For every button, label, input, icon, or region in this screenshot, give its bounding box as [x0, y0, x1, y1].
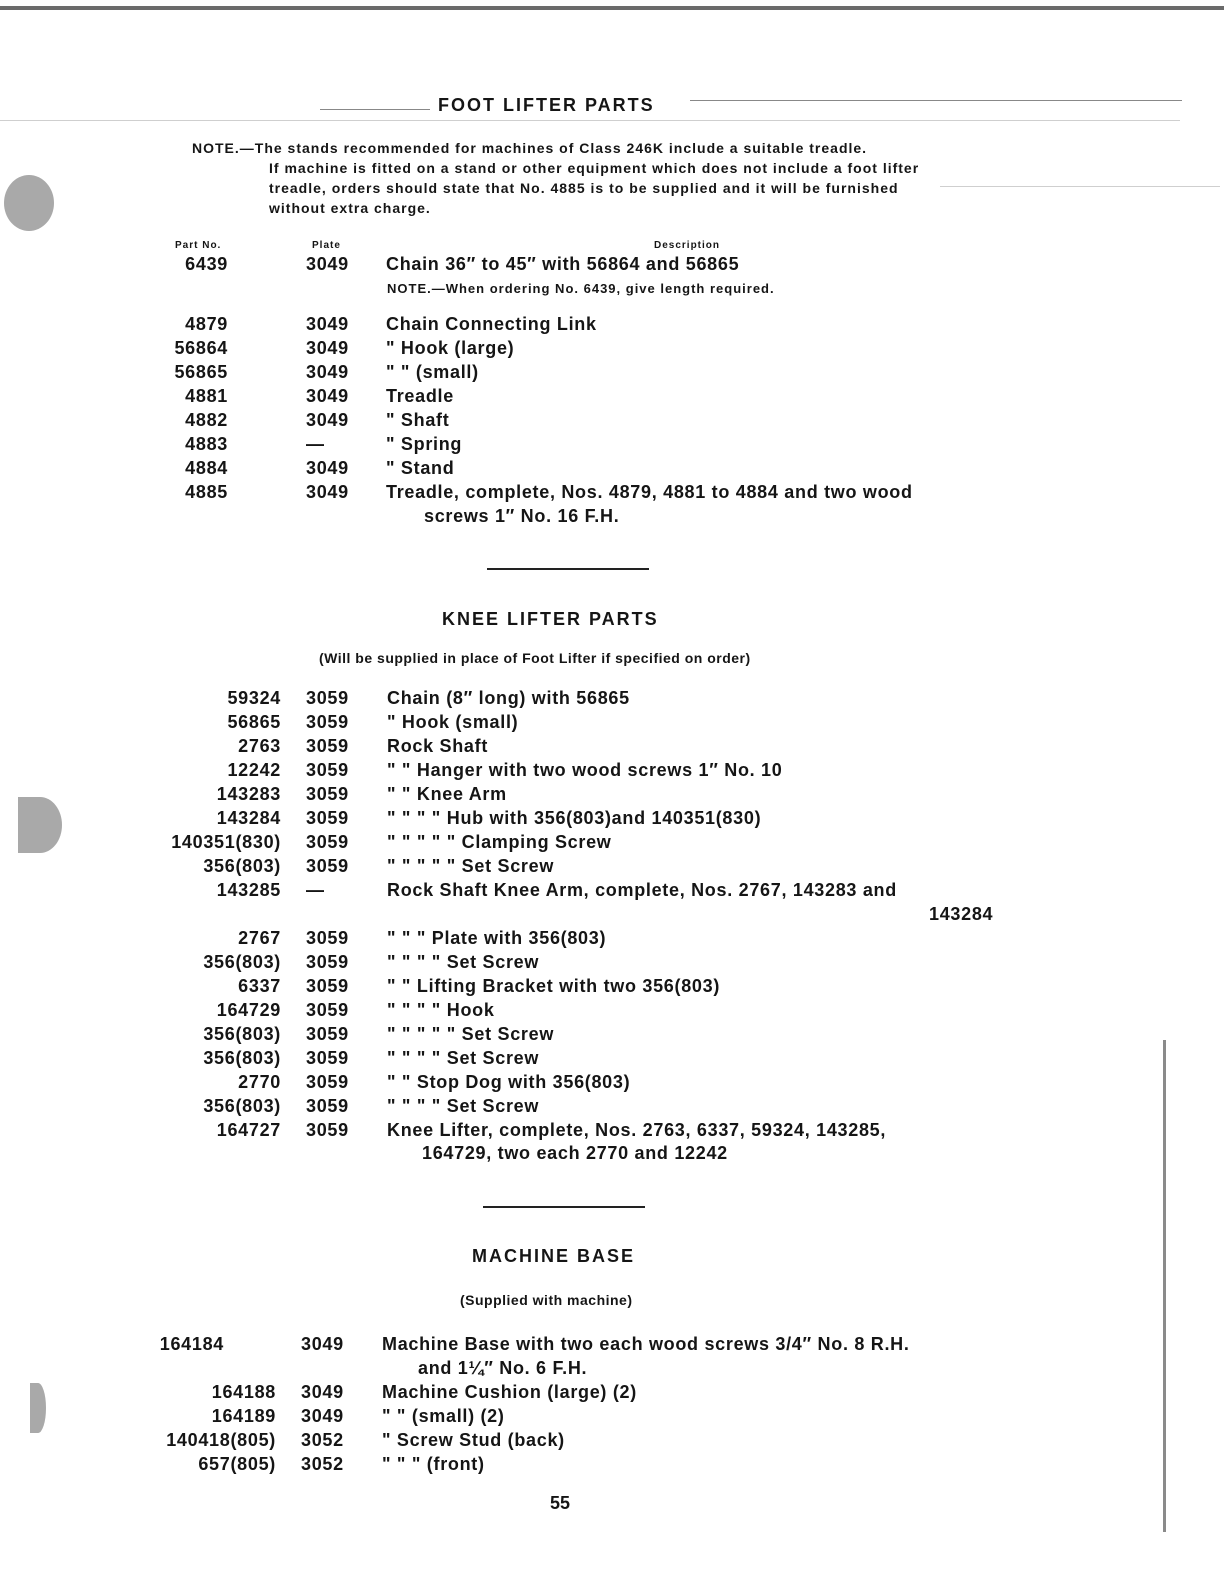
- table-row: [0, 928, 1224, 952]
- description: " Hook (large): [386, 338, 515, 358]
- table-row: [0, 1096, 1224, 1120]
- table-row: [0, 1000, 1224, 1024]
- part-number: 4884: [185, 458, 228, 478]
- table-row: [0, 386, 1224, 410]
- page-top-edge: [0, 6, 1224, 10]
- table-row: [0, 736, 1224, 760]
- plate-number: 3059: [306, 688, 349, 708]
- description-continuation: 143284: [929, 904, 994, 924]
- part-number: 4881: [185, 386, 228, 406]
- plate-number: 3049: [306, 458, 349, 478]
- table-row: [0, 712, 1224, 736]
- description: " " " " Set Screw: [387, 952, 540, 972]
- part-number: 356(803): [203, 952, 281, 972]
- part-number: 59324: [227, 688, 281, 708]
- description: " " " " Hook: [387, 1000, 495, 1020]
- table-row: [0, 1334, 1224, 1358]
- title-line-left: [320, 109, 430, 110]
- table-row: [0, 808, 1224, 832]
- table-row: [0, 832, 1224, 856]
- description: " Hook (small): [387, 712, 519, 732]
- description: Treadle: [386, 386, 454, 406]
- description: " " (small): [386, 362, 479, 382]
- description: " " Stop Dog with 356(803): [387, 1072, 631, 1092]
- part-number: 56865: [227, 712, 281, 732]
- part-number: 143283: [216, 784, 281, 804]
- plate-number: 3052: [301, 1454, 344, 1474]
- table-row: [0, 976, 1224, 1000]
- foot-note-line: without extra charge.: [269, 200, 431, 216]
- description-continuation: and 1¼″ No. 6 F.H.: [418, 1358, 588, 1378]
- description: " Screw Stud (back): [382, 1430, 565, 1450]
- description: " " (small) (2): [382, 1406, 505, 1426]
- plate-number: 3059: [306, 808, 349, 828]
- part-number: 356(803): [203, 1096, 281, 1116]
- description: Machine Cushion (large) (2): [382, 1382, 637, 1402]
- table-row: [0, 688, 1224, 712]
- part-number: 164729: [216, 1000, 281, 1020]
- part-number: 356(803): [203, 1024, 281, 1044]
- plate-number: —: [306, 880, 325, 900]
- table-row: [0, 434, 1224, 458]
- part-number: 56865: [174, 362, 228, 382]
- description: Treadle, complete, Nos. 4879, 4881 to 4884 and two wood: [386, 482, 913, 502]
- description: " " " " " Clamping Screw: [387, 832, 612, 852]
- section-divider: [483, 1206, 645, 1208]
- foot-note-line: treadle, orders should state that No. 4885 is to be supplied and it will be furnished: [269, 180, 899, 196]
- binder-hole-icon: [4, 175, 54, 231]
- foot-lifter-title: FOOT LIFTER PARTS: [438, 95, 655, 115]
- plate-number: 3059: [306, 1024, 349, 1044]
- plate-number: 3059: [306, 736, 349, 756]
- knee-lifter-subtitle: (Will be supplied in place of Foot Lifter if specified on order): [319, 650, 751, 666]
- part-number: 356(803): [203, 1048, 281, 1068]
- plate-number: —: [306, 434, 325, 454]
- table-row: [0, 952, 1224, 976]
- description: " " " " " Set Screw: [387, 856, 555, 876]
- table-row: [0, 1454, 1224, 1478]
- description: " " " Plate with 356(803): [387, 928, 607, 948]
- plate-number: 3059: [306, 832, 349, 852]
- plate-number: 3059: [306, 1000, 349, 1020]
- part-number: 6337: [238, 976, 281, 996]
- part-number: 140418(805): [166, 1430, 276, 1450]
- table-row: [0, 880, 1224, 904]
- plate-number: 3059: [306, 1120, 349, 1140]
- plate-number: 3059: [306, 712, 349, 732]
- description: Knee Lifter, complete, Nos. 2763, 6337, 59324, 143285,: [387, 1120, 887, 1140]
- part-number: 2770: [238, 1072, 281, 1092]
- plate-number: 3059: [306, 928, 349, 948]
- table-row: [0, 410, 1224, 434]
- plate-number: 3049: [306, 254, 349, 274]
- plate-number: 3049: [301, 1406, 344, 1426]
- plate-number: 3049: [306, 338, 349, 358]
- part-number: 657(805): [198, 1454, 276, 1474]
- section-divider: [487, 568, 649, 570]
- description-continuation: 164729, two each 2770 and 12242: [422, 1143, 728, 1163]
- part-number: 56864: [174, 338, 228, 358]
- part-number: 164188: [211, 1382, 276, 1402]
- description: " " " " Set Screw: [387, 1096, 540, 1116]
- table-row: [0, 314, 1224, 338]
- plate-number: 3059: [306, 1048, 349, 1068]
- faint-scan-line: [0, 120, 1180, 121]
- part-number: 12242: [227, 760, 281, 780]
- table-row: [0, 760, 1224, 784]
- machine-base-subtitle: (Supplied with machine): [460, 1292, 633, 1308]
- part-number: 356(803): [203, 856, 281, 876]
- machine-base-title: MACHINE BASE: [472, 1246, 636, 1266]
- description: " Stand: [386, 458, 455, 478]
- plate-number: 3049: [306, 410, 349, 430]
- column-header-part-no: Part No.: [175, 240, 222, 251]
- part-number: 4885: [185, 482, 228, 502]
- plate-number: 3059: [306, 976, 349, 996]
- description: " " " " " Set Screw: [387, 1024, 555, 1044]
- table-row: [0, 856, 1224, 880]
- column-header-description: Description: [654, 240, 721, 251]
- description: " Spring: [386, 434, 463, 454]
- description: " " " " Hub with 356(803)and 140351(830): [387, 808, 762, 828]
- table-row: [0, 784, 1224, 808]
- plate-number: 3059: [306, 952, 349, 972]
- table-row: [0, 482, 1224, 506]
- part-number: 4883: [185, 434, 228, 454]
- description: Machine Base with two each wood screws 3/4″ No. 8 R.H.: [382, 1334, 910, 1354]
- description: Chain Connecting Link: [386, 314, 597, 334]
- plate-number: 3049: [306, 482, 349, 502]
- plate-number: 3059: [306, 784, 349, 804]
- description-continuation: screws 1″ No. 16 F.H.: [424, 506, 620, 526]
- plate-number: 3052: [301, 1430, 344, 1450]
- table-row: [0, 458, 1224, 482]
- part-number: 164189: [211, 1406, 276, 1426]
- description: " " " " Set Screw: [387, 1048, 540, 1068]
- description: Chain (8″ long) with 56865: [387, 688, 630, 708]
- table-row: [0, 338, 1224, 362]
- description: " " " (front): [382, 1454, 485, 1474]
- knee-lifter-title: KNEE LIFTER PARTS: [442, 609, 659, 629]
- title-line-right: [690, 100, 1182, 101]
- foot-note-line: If machine is fitted on a stand or other equipment which does not include a foot lifter: [269, 160, 920, 176]
- plate-number: 3049: [306, 314, 349, 334]
- column-header-plate: Plate: [312, 240, 341, 251]
- description: " " Hanger with two wood screws 1″ No. 10: [387, 760, 783, 780]
- description: Rock Shaft Knee Arm, complete, Nos. 2767, 143283 and: [387, 880, 897, 900]
- table-row: [0, 1382, 1224, 1406]
- page-number: 55: [550, 1493, 571, 1513]
- plate-number: 3059: [306, 1072, 349, 1092]
- faint-scan-line: [940, 186, 1220, 187]
- table-row: [0, 362, 1224, 386]
- description: " Shaft: [386, 410, 450, 430]
- part-number: 143284: [216, 808, 281, 828]
- plate-number: 3049: [301, 1382, 344, 1402]
- table-row: [0, 1406, 1224, 1430]
- part-number: 143285: [216, 880, 281, 900]
- part-number: 4879: [185, 314, 228, 334]
- table-row: [0, 1120, 1224, 1144]
- description: Rock Shaft: [387, 736, 489, 756]
- plate-number: 3049: [301, 1334, 344, 1354]
- table-row: [0, 1072, 1224, 1096]
- part-number: 2767: [238, 928, 281, 948]
- plate-number: 3049: [306, 362, 349, 382]
- foot-note-line: NOTE.—The stands recommended for machines of Class 246K include a suitable treadle.: [192, 140, 868, 156]
- table-row: [0, 1430, 1224, 1454]
- part-number: 2763: [238, 736, 281, 756]
- plate-number: 3059: [306, 1096, 349, 1116]
- part-number: 164184: [159, 1334, 224, 1354]
- row-note: NOTE.—When ordering No. 6439, give length required.: [387, 281, 775, 296]
- plate-number: 3059: [306, 760, 349, 780]
- plate-number: 3059: [306, 856, 349, 876]
- plate-number: 3049: [306, 386, 349, 406]
- part-number: 140351(830): [171, 832, 281, 852]
- part-number: 164727: [216, 1120, 281, 1140]
- part-number: 4882: [185, 410, 228, 430]
- description: Chain 36″ to 45″ with 56864 and 56865: [386, 254, 740, 274]
- table-row: [0, 1024, 1224, 1048]
- part-number: 6439: [185, 254, 228, 274]
- table-row: [0, 1048, 1224, 1072]
- table-row: [0, 254, 1224, 278]
- description: " " Knee Arm: [387, 784, 507, 804]
- description: " " Lifting Bracket with two 356(803): [387, 976, 721, 996]
